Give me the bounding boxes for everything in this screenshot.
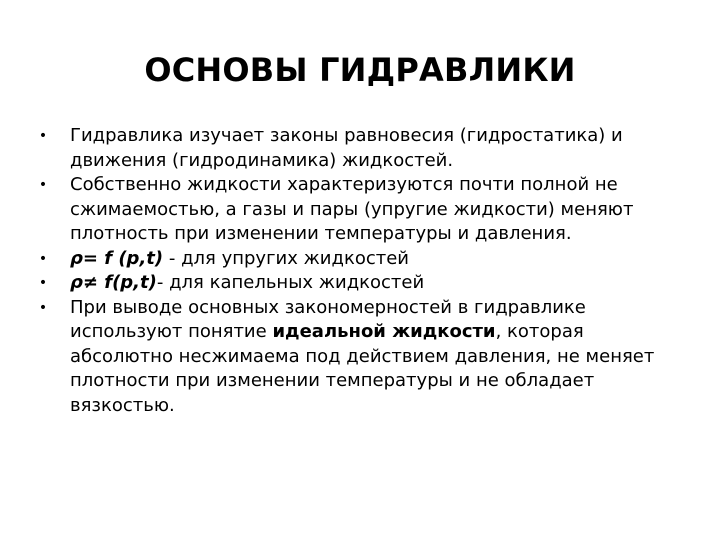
bullet-text: Гидравлика изучает законы равновесия (гидростатика) и движения (гидродинамика) жидкостей. <box>70 125 623 171</box>
density-formula: ρ= f (p,t) <box>70 247 164 269</box>
bullet-item-hydraulics-definition <box>36 124 676 173</box>
bullet-icon: • <box>38 128 48 144</box>
bullet-text: - для капельных жидкостей <box>156 272 425 293</box>
bullet-text: Собственно жидкости характеризуются почти полной не сжимаемостью, а газы и пары (упругие жидкости) меняют плотность при изменении температуры и давления. <box>70 174 634 244</box>
bullet-text: , которая абсолютно несжимаема под действием давления, не меняет плотности при изменении температуры и не обладает вязкостью. <box>70 321 655 416</box>
bullet-list <box>36 124 676 418</box>
bullet-item-drop-fluids <box>36 271 676 296</box>
density-formula: ρ≠ f(p,t) <box>70 272 157 293</box>
bullet-item-elastic-fluids <box>36 247 676 272</box>
bullet-item-ideal-fluid <box>36 296 676 419</box>
bullet-text: При выводе основных закономерностей в гидравлике используют понятие <box>70 296 586 342</box>
bullet-text: - для упругих жидкостей <box>163 247 409 269</box>
bullet-item-compressibility <box>36 173 676 247</box>
ideal-fluid-term: идеальной жидкости <box>272 321 496 342</box>
bullet-icon: • <box>38 250 48 267</box>
bullet-icon: • <box>38 299 48 316</box>
bullet-icon: • <box>38 275 48 291</box>
bullet-icon: • <box>38 177 48 193</box>
slide-title: ОСНОВЫ ГИДРАВЛИКИ <box>144 51 576 89</box>
